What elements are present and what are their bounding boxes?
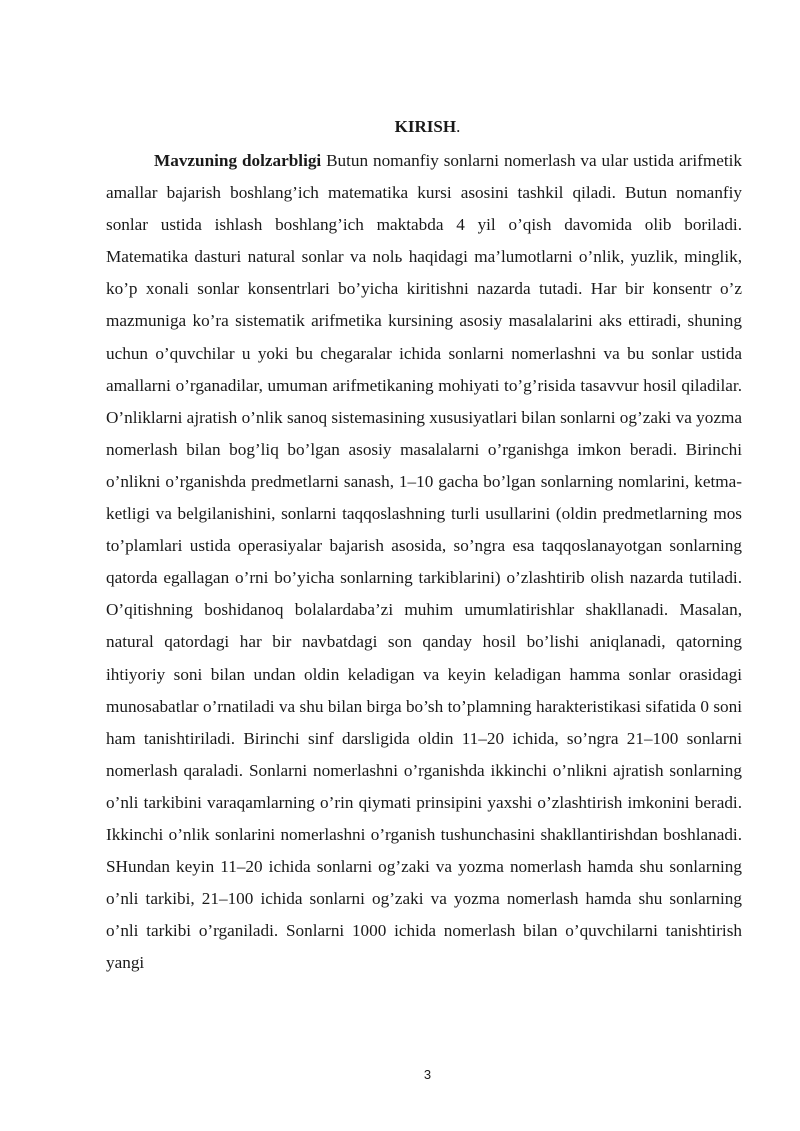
page-number: 3 bbox=[423, 1067, 432, 1082]
paragraph bbox=[106, 145, 742, 979]
paragraph-text: Butun nomanfiy sonlarni nomerlash va ular ustida arifmetik amallar bajarish boshlang’ich matematika kursi asosini tashkil qiladi. Butun nomanfiy sonlar ustida ishlash boshlang’ich maktabda 4 yil o’qish davomida olib boriladi. Matematika dasturi natural sonlar va nolь haqidagi ma’lumotlarni o’nlik, yuzlik, minglik, ko’p xonali sonlar konsentrlari bo’yicha kiritishni nazarda tutadi. Har bir konsentr o’z mazmuniga ko’ra sistematik arifmetika kursining asosiy masalalarini aks ettiradi, shuning uchun o’quvchilar u yoki bu chegaralar ichida sonlarni nomerlashni va bu sonlar ustida amallarni o’rganadilar, umuman arifmetikaning mohiyati to’g’risida tasavvur hosil qiladilar. O’nliklarni ajratish o’nlik sanoq sistemasining xususiyatlari bilan sonlarni og’zaki va yozma nomerlash bilan bog’liq bo’lgan asosiy masalalarni o’rganishga imkon beradi. Birinchi o’nlikni o’rganishda predmetlarni sanash, 1–10 gacha bo’lgan sonlarning nomlarini, ketma-ketligi va belgilanishini, sonlarni taqqoslashning turli usullarini (oldin predmetlarning mos to’plamlari ustida operasiyalar bajarish asosida, so’ngra esa taqqoslanayotgan sonlarning qatorda egallagan o’rni bo’yicha sonlarning tarkiblarini) o’zlashtirib olish nazarda tutiladi. O’qitishning boshidanoq bolalardaba’zi muhim umumlatirishlar shakllanadi. Masalan, natural qatordagi har bir navbatdagi son qanday hosil bo’lishi aniqlanadi, qatorning ihtiyoriy soni bilan undan oldin keladigan va keyin keladigan hamma sonlar orasidagi munosabatlar o’rnatiladi va shu bilan birga bo’sh to’plamning harakteristikasi sifatida 0 soni ham tanishtiriladi. Birinchi sinf darsligida oldin 11–20 ichida, so’ngra 21–100 sonlarni nomerlash qaraladi. Sonlarni nomerlashni o’rganishda ikkinchi o’nlikni ajratish sonlarning o’nli tarkibini varaqamlarning o’rin qiymati prinsipini yaxshi o’zlashtirish imkonini beradi. Ikkinchi o’nlik sonlarini nomerlashni o’rganish tushunchasini shakllantirishdan boshlanadi. SHundan keyin 11–20 ichida sonlarni og’zaki va yozma nomerlash hamda shu sonlarning o’nli tarkibi, 21–100 ichida sonlarni og’zaki va yozma nomerlash hamda shu sonlarning o’nli tarkibi o’rganiladi. Sonlarni 1000 ichida nomerlash bilan o’quvchilarni tanishtirish yangi bbox=[106, 151, 743, 973]
body-text bbox=[106, 145, 742, 979]
title-text: KIRISH bbox=[394, 117, 457, 136]
paragraph-lead-bold: Mavzuning dolzarbligi bbox=[154, 151, 322, 170]
page-title bbox=[0, 116, 800, 138]
title-punctuation: . bbox=[456, 117, 461, 136]
